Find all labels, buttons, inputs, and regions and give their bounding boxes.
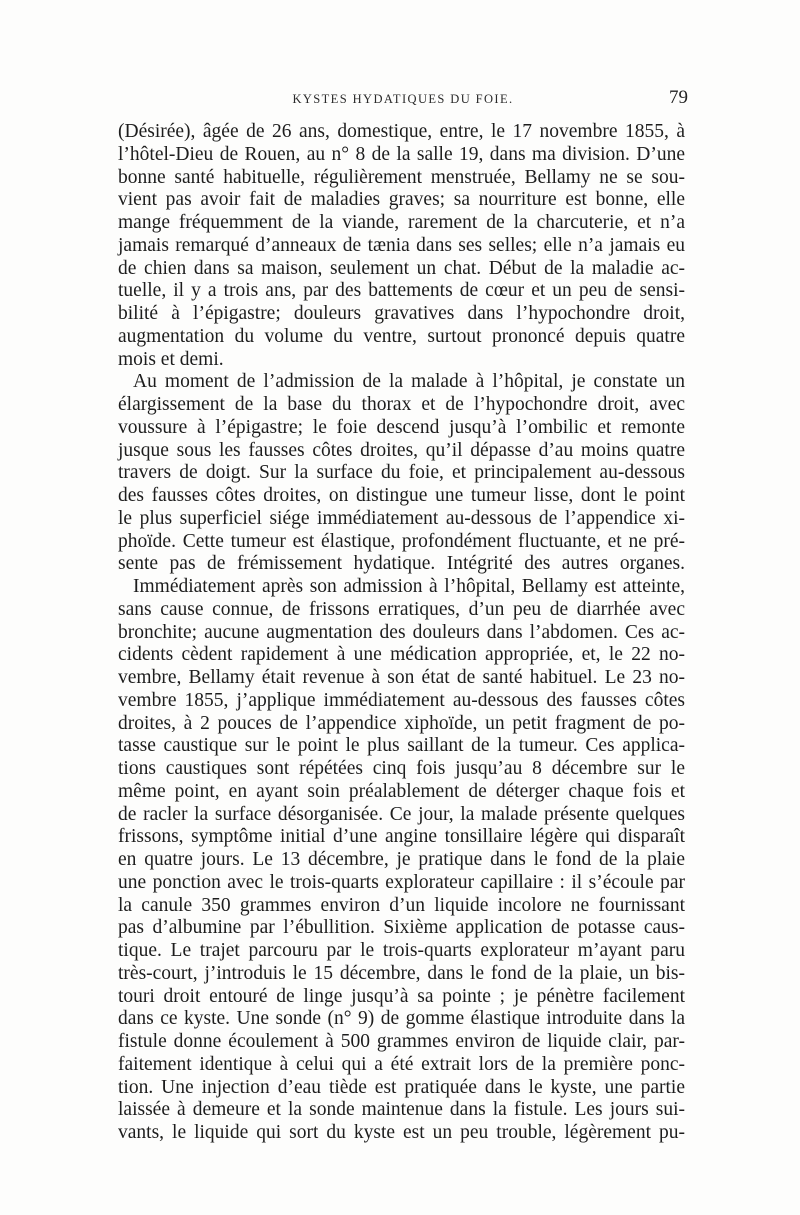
- running-title: KYSTES HYDATIQUES DU FOIE.: [292, 92, 514, 106]
- text-line: très-court, j’introduis le 15 décembre, dans le fond de la plaie, un bis-: [118, 962, 685, 984]
- text-line: mange fréquemment de la viande, rarement de la charcuterie, et n’a: [118, 212, 685, 233]
- text-line: tasse caustique sur le point le plus saillant de la tumeur. Ces applica-: [118, 735, 685, 757]
- text-line: des fausses côtes droites, on distingue une tumeur lisse, dont le point: [118, 485, 685, 506]
- text-line: laissée à demeure et la sonde maintenue dans la fistule. Les jours sui-: [118, 1099, 685, 1121]
- text-line: tique. Le trajet parcouru par le trois-quarts explorateur m’ayant paru: [118, 940, 685, 961]
- text-line: tuelle, il y a trois ans, par des battements de cœur et un peu de sensi-: [118, 280, 685, 302]
- text-line: voussure à l’épigastre; le foie descend jusqu’à l’ombilic et remonte: [118, 416, 685, 438]
- text-line: bronchite; aucune augmentation des douleurs dans l’abdomen. Ces ac-: [118, 621, 685, 643]
- text-line: sente pas de frémissement hydatique. Intégrité des autres organes.: [118, 553, 685, 575]
- text-line: frissons, symptôme initial d’une angine tonsillaire légère qui disparaît: [118, 826, 685, 848]
- text-line: tions caustiques sont répétées cinq fois jusqu’au 8 décembre sur le: [118, 758, 685, 779]
- text-line: élargissement de la base du thorax et de l’hypochondre droit, avec: [118, 394, 685, 415]
- body-text: [118, 121, 685, 1145]
- text-line: bilité à l’épigastre; douleurs gravatives dans l’hypochondre droit,: [118, 303, 685, 324]
- text-line: une ponction avec le trois-quarts explorateur capillaire : il s’écoule par: [118, 871, 685, 893]
- paragraph: [118, 371, 685, 576]
- text-line: phoïde. Cette tumeur est élastique, profondément fluctuante, et ne pré-: [118, 530, 685, 552]
- text-line: pas d’albumine par l’ébullition. Sixième application de potasse caus-: [118, 917, 685, 939]
- text-line: touri droit entouré de linge jusqu’à sa pointe ; je pénètre facilement: [118, 985, 685, 1007]
- paragraph: [118, 576, 685, 1145]
- text-line: fistule donne écoulement à 500 grammes environ de liquide clair, par-: [118, 1031, 685, 1052]
- text-line: de chien dans sa maison, seulement un chat. Début de la maladie ac-: [118, 257, 685, 279]
- text-line: travers de doigt. Sur la surface du foie, et principalement au-dessous: [118, 462, 685, 484]
- text-line: Immédiatement après son admission à l’hôpital, Bellamy est atteinte,: [133, 576, 685, 597]
- text-line: sans cause connue, de frissons erratiques, d’un peu de diarrhée avec: [118, 598, 685, 620]
- text-line: jamais remarqué d’anneaux de tænia dans ses selles; elle n’a jamais eu: [118, 234, 685, 256]
- text-line: bonne santé habituelle, régulièrement menstruée, Bellamy ne se sou-: [118, 166, 685, 188]
- text-line: faitement identique à celui qui a été extrait lors de la première ponc-: [118, 1053, 685, 1075]
- text-line: de racler la surface désorganisée. Ce jour, la malade présente quelques: [118, 803, 685, 825]
- text-line: vembre 1855, j’applique immédiatement au-dessous des fausses côtes: [118, 689, 685, 711]
- text-line: augmentation du volume du ventre, surtout prononcé depuis quatre: [118, 325, 685, 347]
- text-line: Au moment de l’admission de la malade à l’hôpital, je constate un: [133, 371, 685, 393]
- text-line: (Désirée), âgée de 26 ans, domestique, entre, le 17 novembre 1855, à: [118, 121, 685, 142]
- text-line: tion. Une injection d’eau tiède est pratiquée dans le kyste, une partie: [118, 1076, 685, 1098]
- text-line: en quatre jours. Le 13 décembre, je pratique dans le fond de la plaie: [118, 849, 685, 870]
- text-line: même point, en ayant soin préalablement de déterger chaque fois et: [118, 780, 685, 802]
- text-line: vants, le liquide qui sort du kyste est un peu trouble, légèrement pu-: [118, 1122, 685, 1143]
- text-line: droites, à 2 pouces de l’appendice xiphoïde, un petit fragment de po-: [118, 712, 685, 734]
- text-line: cidents cèdent rapidement à une médication appropriée, et, le 22 no-: [118, 644, 685, 666]
- text-line: la canule 350 grammes environ d’un liquide incolore ne fournissant: [118, 894, 685, 916]
- page-number: 79: [669, 87, 688, 108]
- text-line: dans ce kyste. Une sonde (n° 9) de gomme élastique introduite dans la: [118, 1008, 685, 1030]
- text-line: vient pas avoir fait de maladies graves; sa nourriture est bonne, elle: [118, 189, 685, 211]
- paragraph: [118, 121, 685, 371]
- text-line: le plus superficiel siége immédiatement au-dessous de l’appendice xi-: [118, 507, 685, 529]
- text-line: jusque sous les fausses côtes droites, qu’il dépasse d’au moins quatre: [118, 439, 685, 461]
- text-line: mois et demi.: [118, 348, 224, 370]
- text-line: l’hôtel-Dieu de Rouen, au n° 8 de la salle 19, dans ma division. D’une: [118, 143, 685, 165]
- text-line: vembre, Bellamy était revenue à son état de santé habituel. Le 23 no-: [118, 667, 685, 688]
